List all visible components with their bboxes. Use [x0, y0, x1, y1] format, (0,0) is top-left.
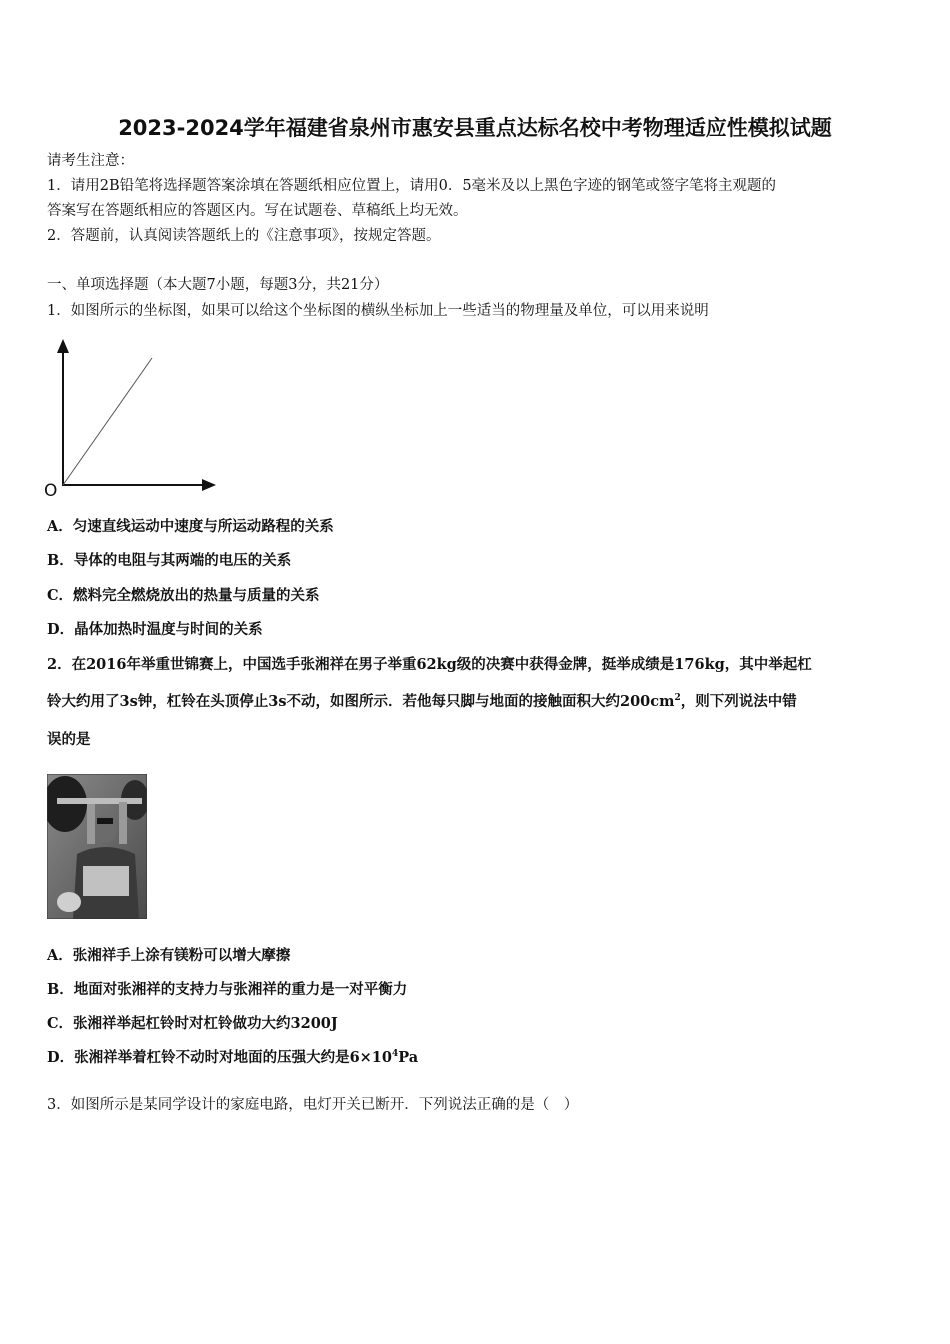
q1-option-d: D．晶体加热时温度与时间的关系 [47, 621, 263, 638]
origin-label: O [44, 481, 58, 501]
notice-heading: 请考生注意： [47, 153, 134, 169]
q1-option-b: B．导体的电阻与其两端的电压的关系 [47, 552, 292, 569]
q2-option-b: B．地面对张湘祥的支持力与张湘祥的重力是一对平衡力 [47, 981, 408, 998]
y-axis-arrow-icon [57, 339, 69, 353]
athlete-hand [57, 892, 81, 912]
q2-option-d-text: D．张湘祥举着杠铃不动时对地面的压强大约是6×10 [47, 1049, 392, 1066]
q2-option-d-exponent: 4 [392, 1049, 399, 1059]
q2-option-a: A．张湘祥手上涂有镁粉可以增大摩擦 [47, 947, 291, 964]
athlete-hair [97, 818, 113, 824]
q2-option-c: C．张湘祥举起杠铃时对杠铃做功大约3200J [47, 1015, 338, 1032]
q1-option-c: C．燃料完全燃烧放出的热量与质量的关系 [47, 587, 320, 604]
notice-line-3: 2．答题前，认真阅读答题纸上的《注意事项》，按规定答题。 [47, 228, 441, 244]
barbell-bar [57, 798, 142, 804]
q2-stem-line-2a: 铃大约用了3s钟，杠铃在头顶停止3s不动，如图所示．若他每只脚与地面的接触面积大约200cm [47, 693, 675, 710]
q2-stem-line-3: 误的是 [47, 731, 91, 748]
notice-line-2: 答案写在答题纸相应的答题区内。写在试题卷、草稿纸上均无效。 [47, 203, 468, 219]
q3-stem: 3．如图所示是某同学设计的家庭电路，电灯开关已断开．下列说法正确的是（ ） [47, 1097, 579, 1113]
q2-option-d-unit: Pa [398, 1049, 419, 1066]
q2-stem-line-2b: ，则下列说法中错 [680, 693, 797, 710]
weightlifter-photo [47, 774, 147, 919]
athlete-singlet [83, 866, 129, 896]
x-axis-arrow-icon [202, 479, 216, 491]
proportional-line [63, 358, 152, 485]
athlete-arm-left [87, 804, 95, 844]
q2-option-d [47, 1049, 418, 1067]
q1-coordinate-graph [40, 336, 225, 501]
q2-stem-line-2 [47, 693, 797, 711]
page-title: 2023-2024学年福建省泉州市惠安县重点达标名校中考物理适应性模拟试题 [118, 116, 832, 140]
q2-stem-line-1: 2．在2016年举重世锦赛上，中国选手张湘祥在男子举重62kg级的决赛中获得金牌，挺举成绩是176kg，其中举起杠 [47, 656, 812, 673]
notice-line-1: 1．请用2B铅笔将选择题答案涂填在答题纸相应位置上，请用0．5毫米及以上黑色字迹的钢笔或签字笔将主观题的 [47, 178, 777, 194]
q1-option-a: A．匀速直线运动中速度与所运动路程的关系 [47, 518, 334, 535]
athlete-arm-right [119, 802, 127, 844]
q2-exponent: 2 [674, 693, 681, 703]
section-heading: 一、单项选择题（本大题7小题，每题3分，共21分） [47, 277, 389, 293]
q1-stem: 1．如图所示的坐标图，如果可以给这个坐标图的横纵坐标加上一些适当的物理量及单位，可以用来说明 [47, 303, 709, 319]
